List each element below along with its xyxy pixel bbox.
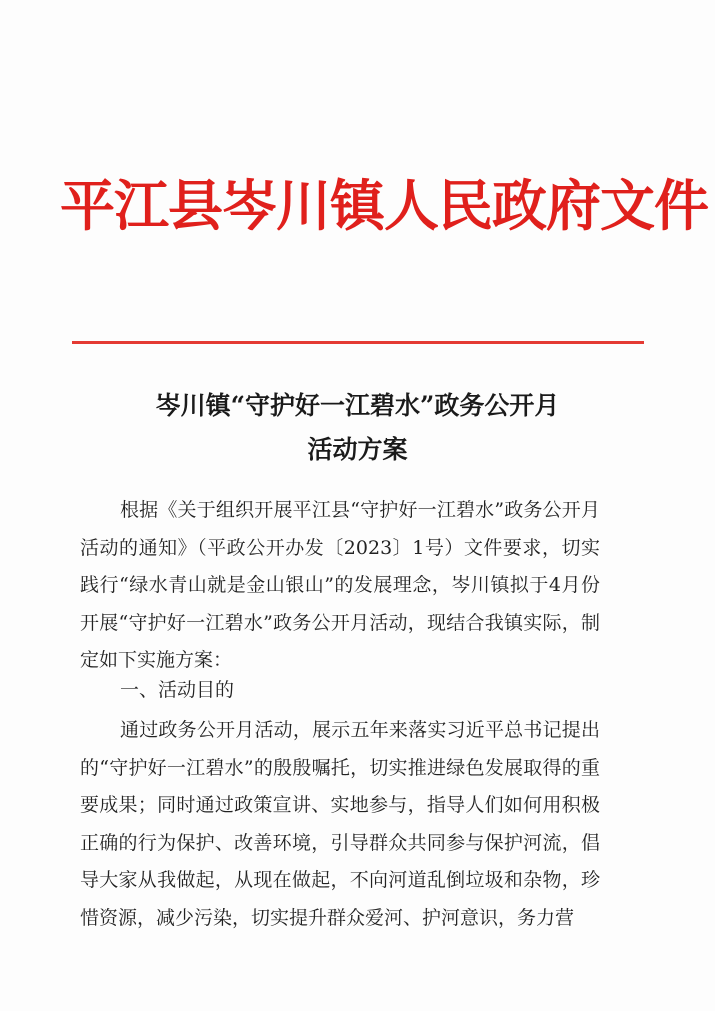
section1-heading: 一、活动目的	[120, 679, 235, 701]
agency-header-title: 平江县岑川镇人民政府文件	[60, 173, 709, 238]
document-title-line2: 活动方案	[307, 435, 408, 464]
red-divider-line	[72, 341, 644, 344]
intro-paragraph: 根据《关于组织开展平江县“守护好一江碧水”政务公开月活动的通知》（平政公开办发〔2023〕1号）文件要求，切实践行“绿水青山就是金山银山”的发展理念，岑川镇拟于4月份开展“守护好一江碧水”政务公开月活动，现结合我镇实际，制定如下实施方案：	[80, 499, 600, 671]
document-title-line1: 岑川镇“守护好一江碧水”政务公开月	[155, 391, 560, 420]
section1-paragraph: 通过政务公开月活动，展示五年来落实习近平总书记提出的“守护好一江碧水”的殷殷嘱托，切实推进绿色发展取得的重要成果；同时通过政策宣讲、实地参与，指导人们如何用积极正确的行为保护、改善环境，引导群众共同参与保护河流，倡导大家从我做起，从现在做起，不向河道乱倒垃圾和杂物，珍惜资源，减少污染，切实提升群众爱河、护河意识，务力营	[80, 719, 600, 929]
